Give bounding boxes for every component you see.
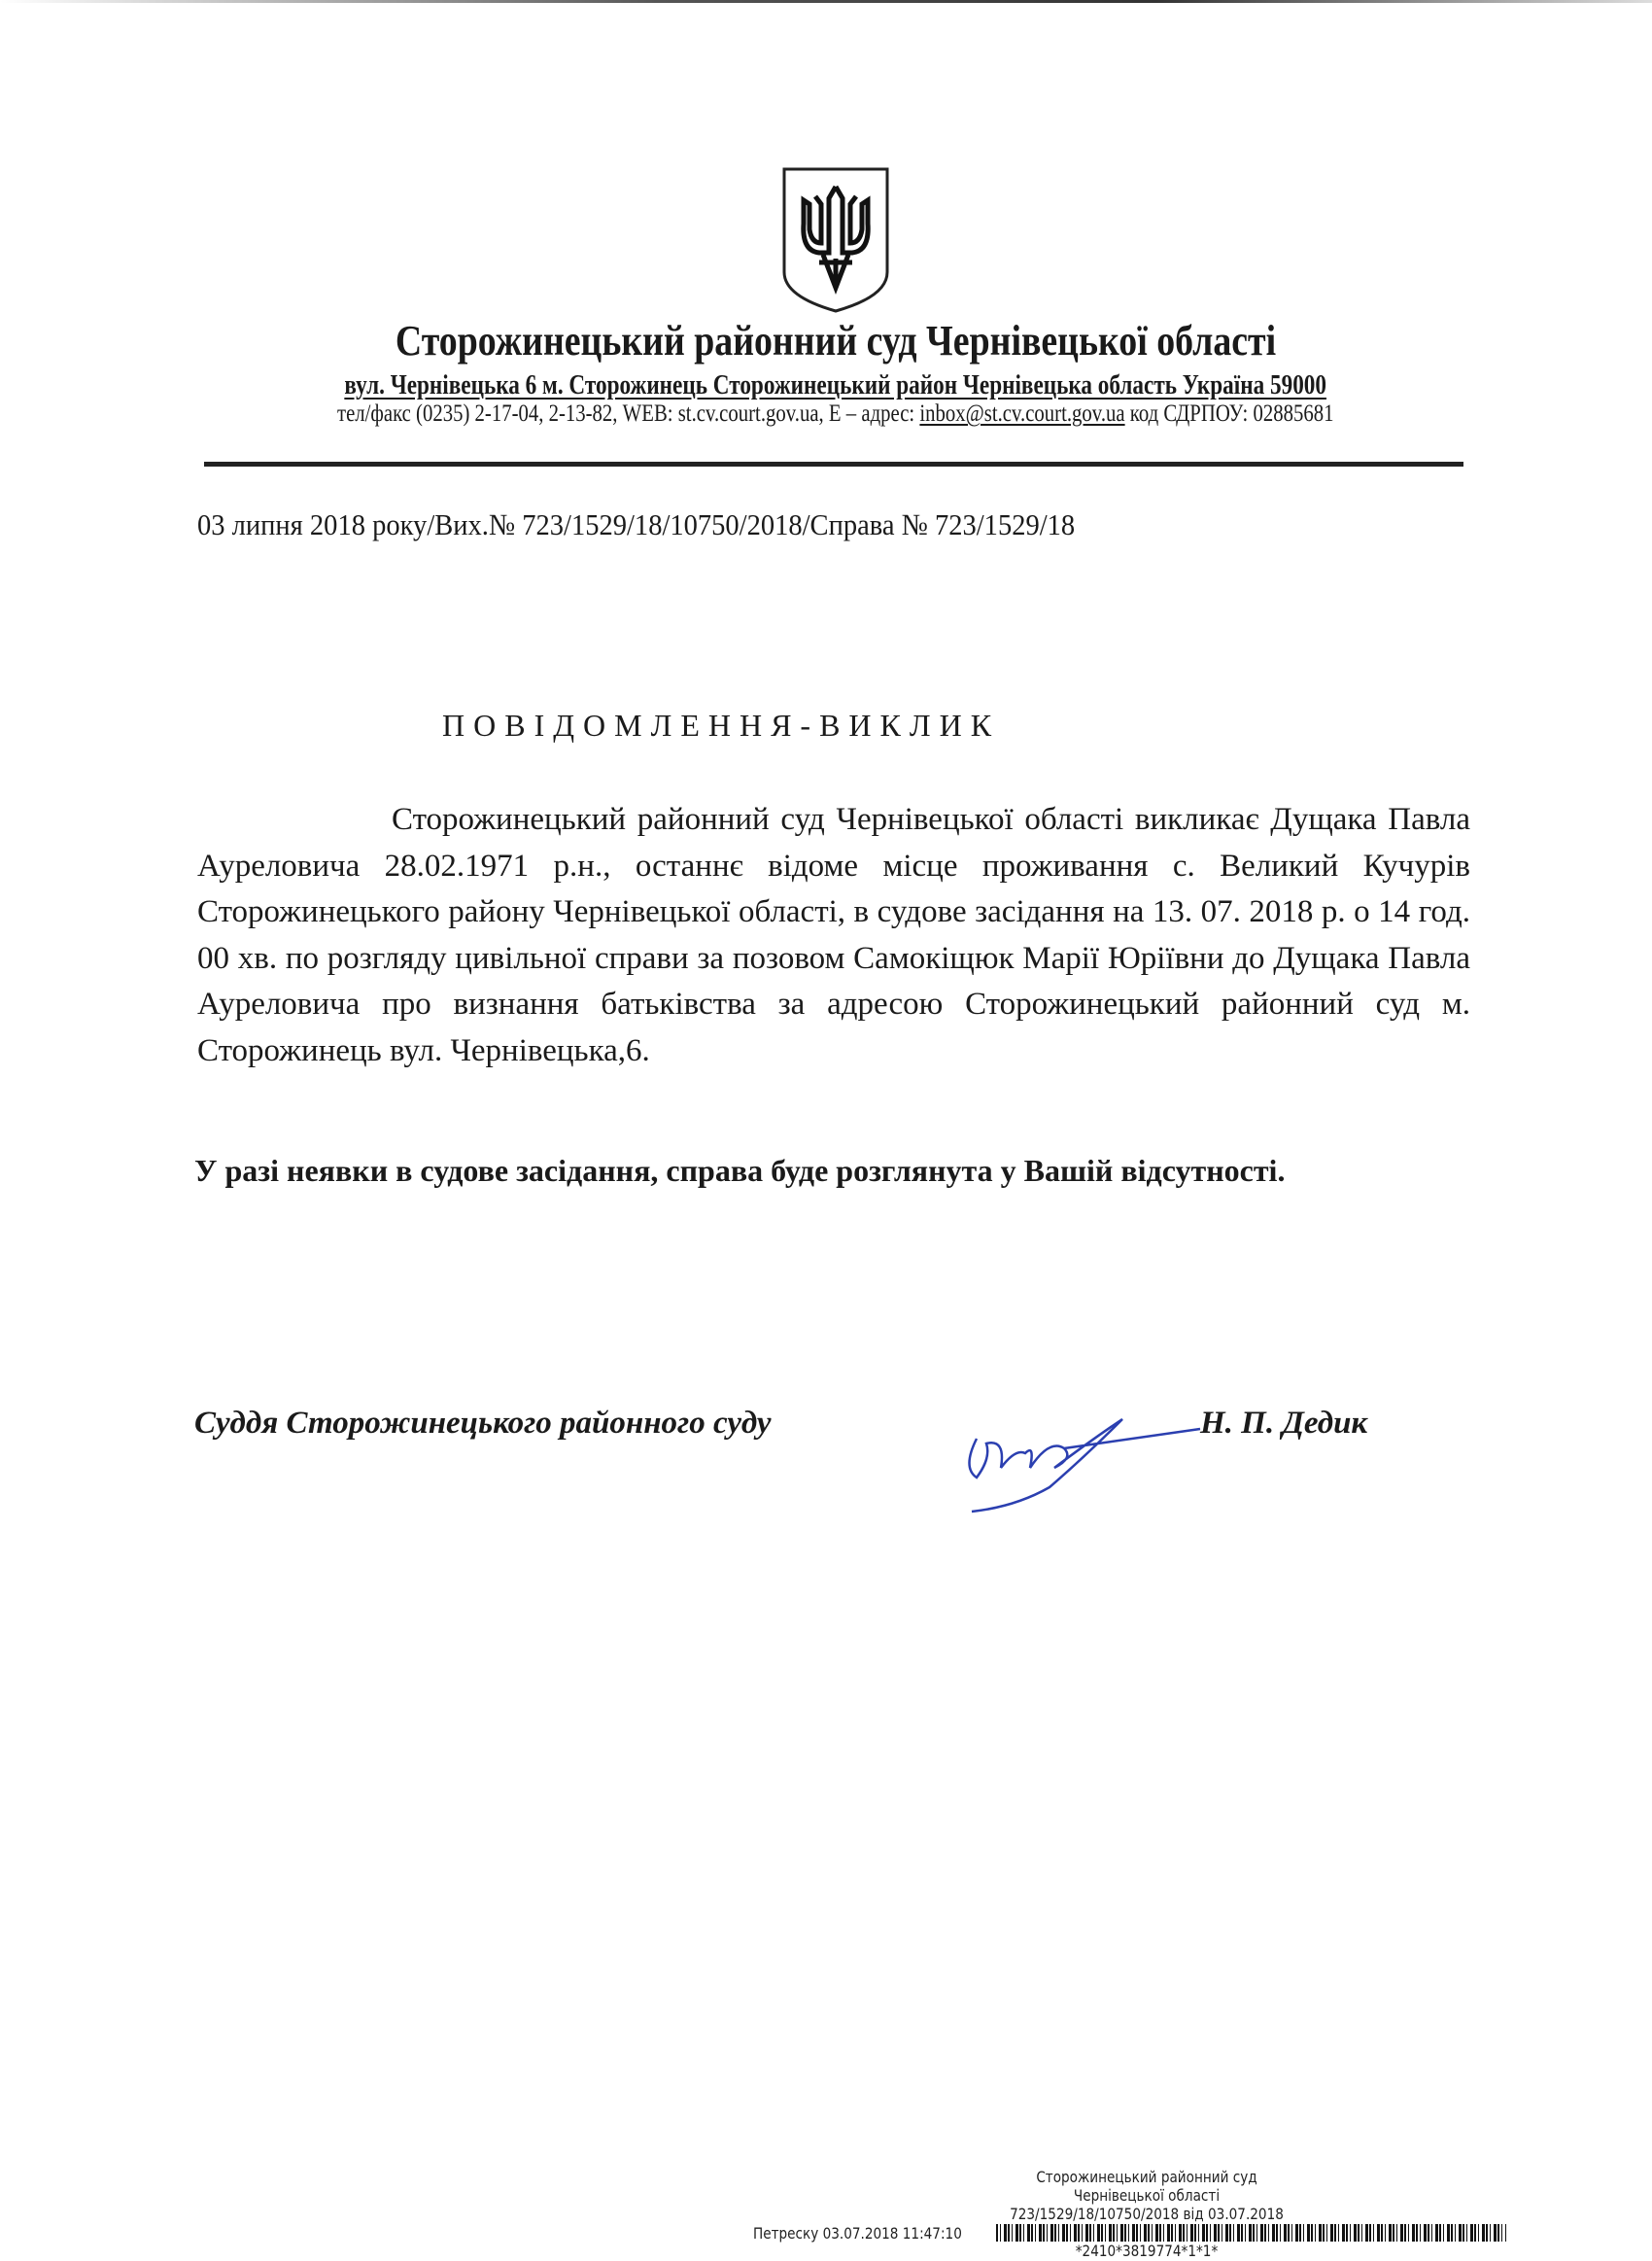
document-title: ПОВІДОМЛЕННЯ-ВИКЛИК — [442, 708, 1001, 743]
court-address — [194, 369, 1477, 401]
judge-title: Суддя Сторожинецького районного суду — [194, 1406, 772, 1441]
barcode-text: *2410*3819774*1*1* — [1075, 2242, 1219, 2260]
absence-warning: У разі неявки в судове засідання, справа буде розглянута у Вашій відсутності. — [194, 1153, 1286, 1188]
scan-edge — [0, 0, 1652, 3]
address-text: вул. Чернівецька 6 м. Сторожинець Сторожинецький район Чернівецька область Україна 59000 — [344, 369, 1327, 400]
court-contacts — [146, 400, 1526, 428]
judge-name: Н. П. Дедик — [1200, 1406, 1368, 1441]
stamp-region: Чернівецької області — [1073, 2186, 1221, 2205]
barcode — [996, 2224, 1506, 2242]
court-name: Сторожинецький районний суд Чернівецької області — [395, 317, 1277, 365]
summons-text: Сторожинецький районний суд Чернівецької області викликає Дущака Павла Ауреловича 28.02.1971 р.н., останнє відоме місце проживання с. Великий Кучурів Сторожинецького району Чернівецької області, в судове засідання на 13. 07. 2018 р. о 14 год. 00 хв. по розгляду цивільної справи за позовом Самокіщюк Марії Юріївни до Дущака Павла Ауреловича про визнання батьківства за адресою Сторожинецький районний суд м. Сторожинець вул. Чернівецька,6. — [197, 802, 1470, 1068]
handwritten-signature — [957, 1400, 1210, 1516]
stamp-court: Сторожинецький районний суд — [1036, 2168, 1257, 2186]
stamp-operator: Петреску 03.07.2018 11:47:10 — [753, 2223, 962, 2243]
contacts-suffix: код СДРПОУ: 02885681 — [1124, 400, 1334, 427]
contacts-prefix: тел/факс (0235) 2-17-04, 2-13-82, WEB: st.cv.court.gov.ua, E – адрес: — [337, 400, 920, 427]
summons-body — [197, 797, 1470, 1074]
header-divider — [204, 462, 1463, 467]
coat-of-arms-icon — [780, 165, 891, 315]
stamp-reference: 723/1529/18/10750/2018 від 03.07.2018 — [1010, 2205, 1284, 2223]
outgoing-reference: 03 липня 2018 року/Вих.№ 723/1529/18/10750/2018/Справа № 723/1529/18 — [197, 507, 1076, 541]
registration-stamp — [753, 2168, 1506, 2260]
email-link[interactable]: inbox@st.cv.court.gov.ua — [919, 400, 1125, 427]
